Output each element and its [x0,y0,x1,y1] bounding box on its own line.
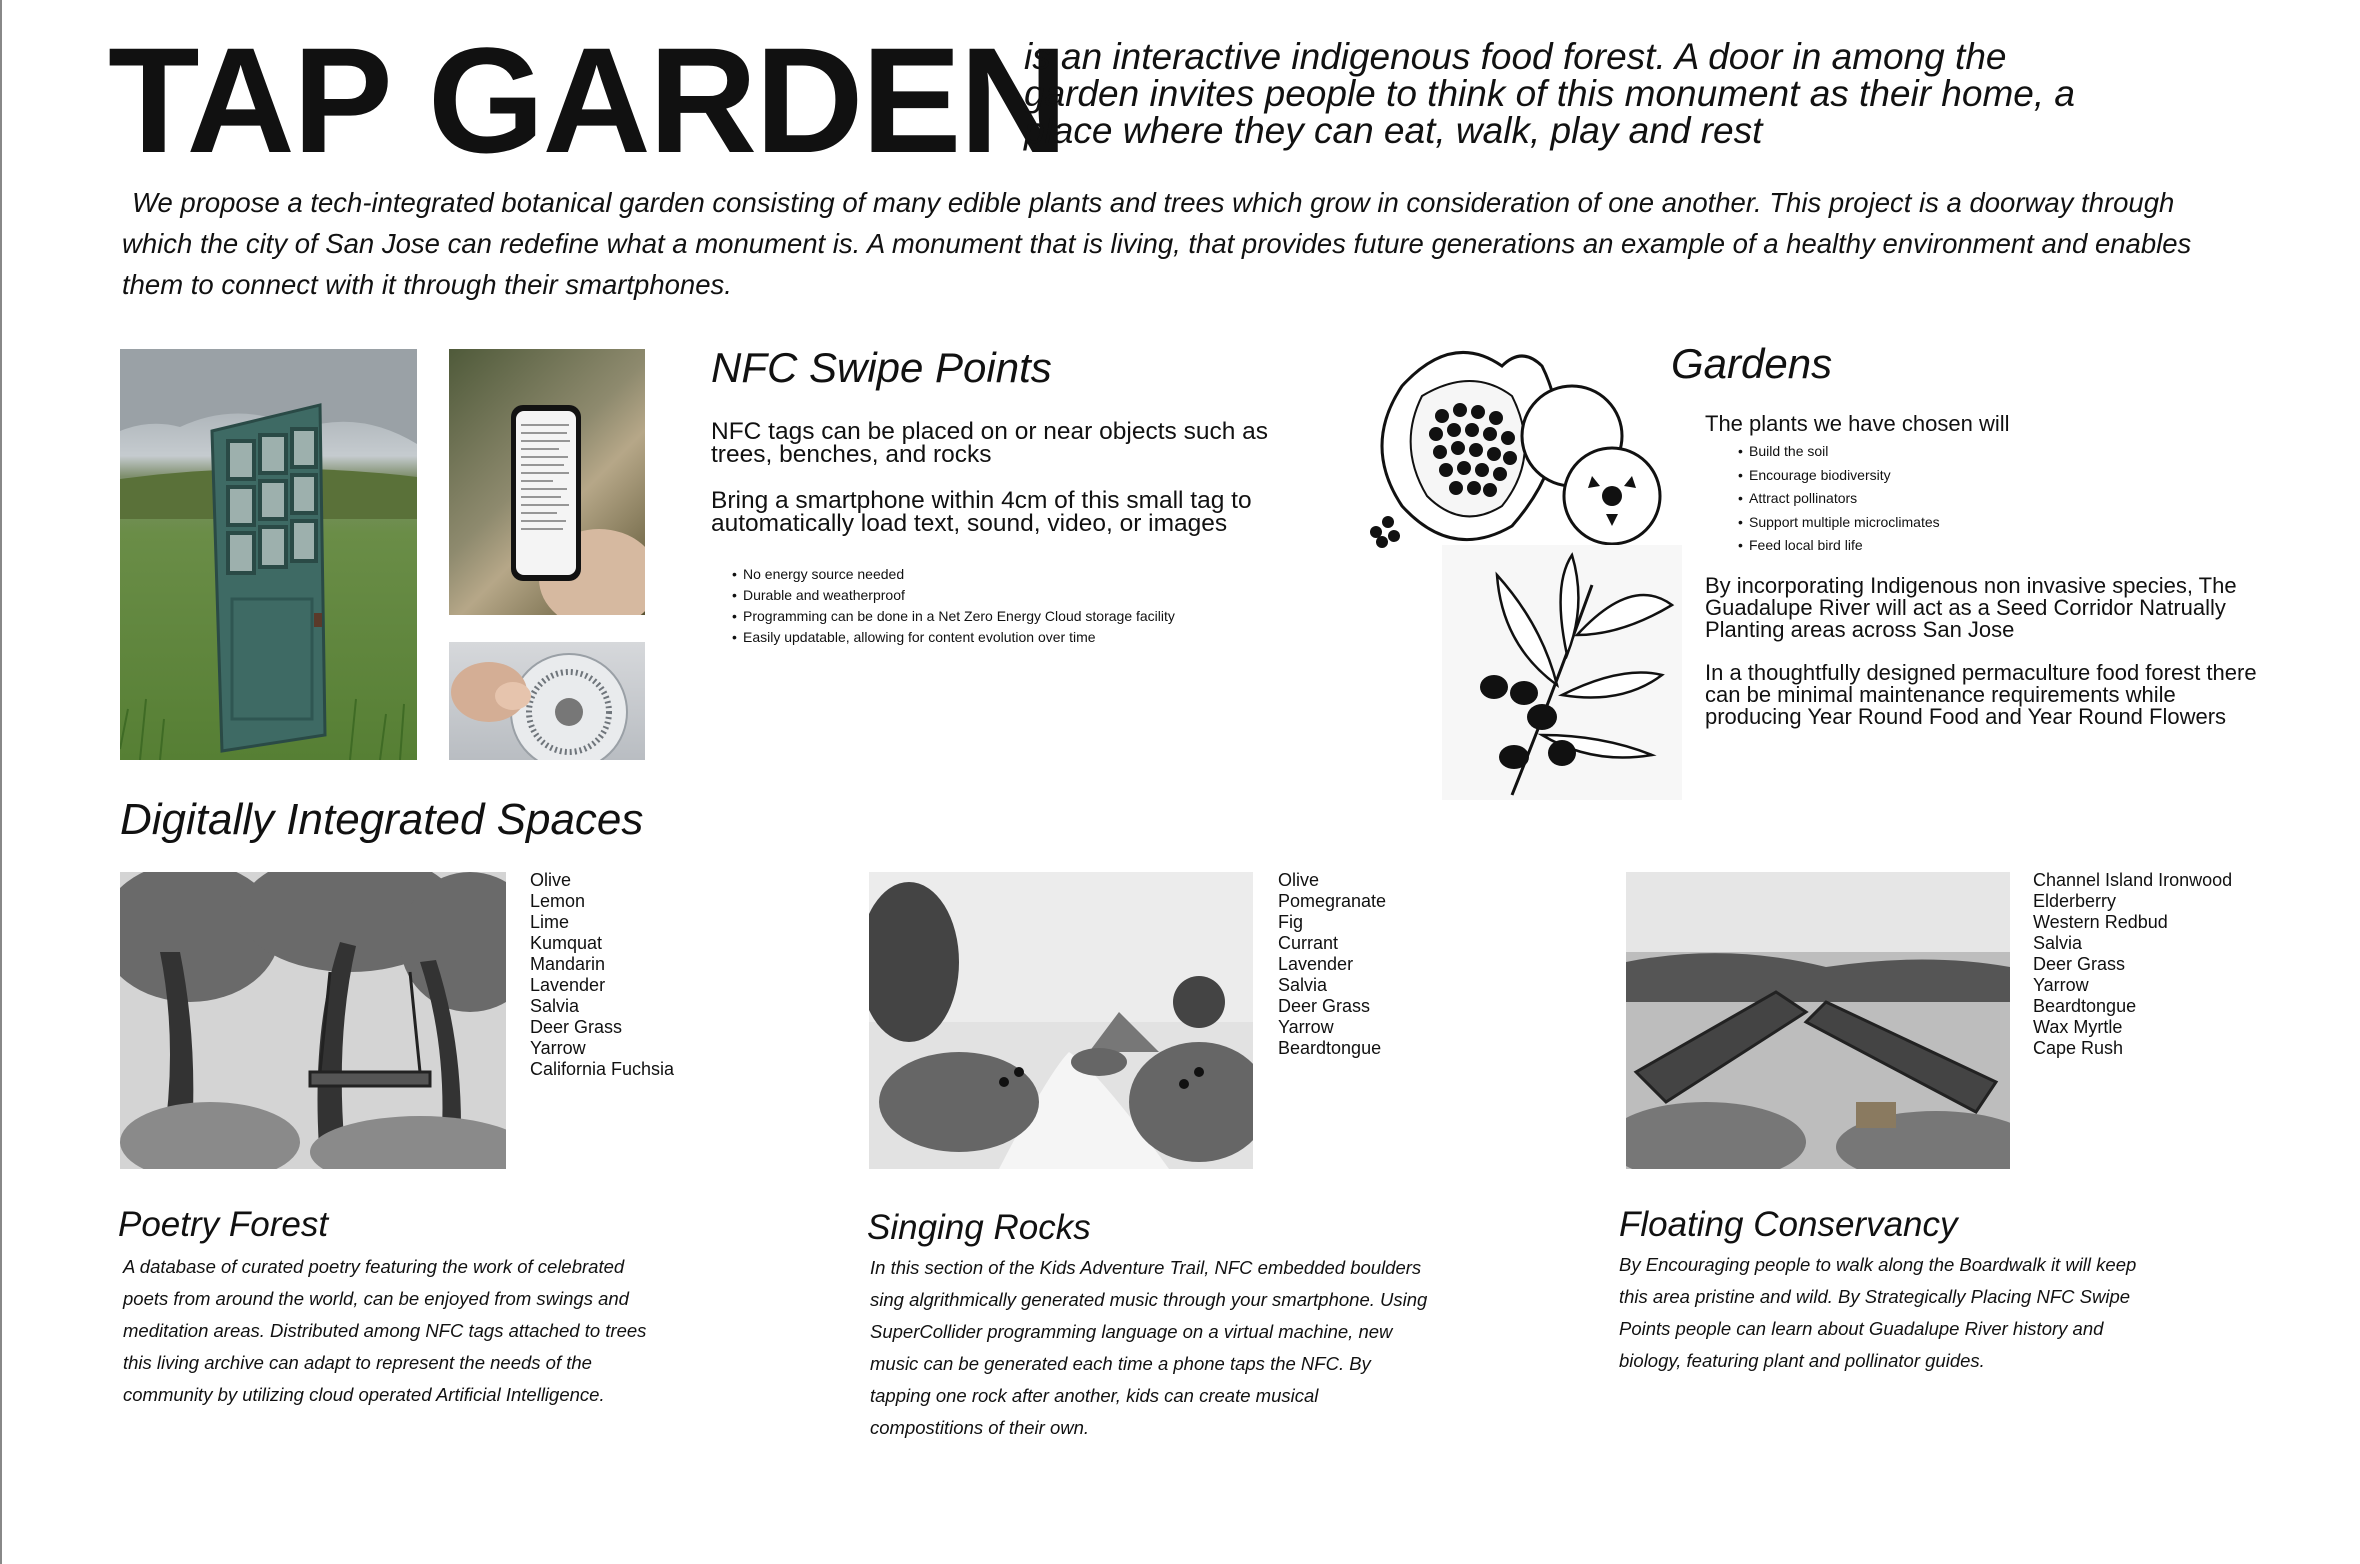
list-item: Beardtongue [2033,996,2137,1016]
singing-rocks-title: Singing Rocks [867,1208,1091,1247]
gardens-paragraph-permaculture: In a thoughtfully designed permaculture food forest there can be minimal maintenance requirements while producing Year Round Food and Year Round Flowers [1705,660,2257,729]
pomegranate-illustration [1362,326,1662,566]
list-item: Lavender [530,975,606,995]
list-item: • Build the soil [1738,440,1940,464]
list-item: • Attract pollinators [1738,487,1940,511]
conservancy-plant-list [2033,870,2232,1059]
list-item: Cape Rush [2033,1038,2124,1058]
list-item: Yarrow [1278,1017,1334,1037]
list-item: Deer Grass [2033,954,2126,974]
list-item: Elderberry [2033,891,2117,911]
list-item: Western Redbud [2033,912,2168,932]
floating-conservancy-sketch [1626,872,2010,1169]
list-item: Yarrow [530,1038,586,1058]
list-item: Kumquat [530,933,603,953]
list-item: • No energy source needed [732,564,1175,585]
rocks-plant-list [1278,870,1386,1059]
list-item: Mandarin [530,954,606,974]
list-item: Yarrow [2033,975,2089,995]
singing-rocks-description: In this section of the Kids Adventure Trail, NFC embedded boulders sing algrithmically generated music through your smartphone. Using SuperCollider programming language on a virtual machine, new music can be generated each time a phone taps the NFC. By tapping one rock after another, kids can create musical compostitions of their own. [870,1257,1428,1438]
list-item: Wax Myrtle [2033,1017,2123,1037]
poetry-plant-list [530,870,674,1080]
floating-conservancy-title: Floating Conservancy [1619,1205,1958,1244]
list-item: Salvia [2033,933,2083,953]
list-item: • Programming can be done in a Net Zero Energy Cloud storage facility [732,606,1175,627]
poetry-forest-sketch [120,872,506,1169]
list-item: Lavender [1278,954,1354,974]
list-item: • Feed local bird life [1738,534,1940,558]
list-item: California Fuchsia [530,1059,675,1079]
poster-title: TAP GARDEN [108,16,1066,184]
intro-paragraph: We propose a tech-integrated botanical garden consisting of many edible plants and trees which grow in consideration of one another. This project is a doorway through which the city of San Jose can redefine what a monument is. A monument that is living, that provides future generations an example of a healthy environment and enables them to connect with it through their smartphones. [122,187,2192,300]
door-shape [212,405,325,751]
gardens-section-title: Gardens [1671,340,1833,387]
list-item: • Easily updatable, allowing for content evolution over time [732,627,1175,648]
list-item: • Durable and weatherproof [732,585,1175,606]
list-item: Channel Island Ironwood [2033,870,2233,890]
door-in-field-photo [120,349,417,760]
poetry-forest-description: A database of curated poetry featuring the work of celebrated poets from around the world, can be enjoyed from swings and meditation areas. Distributed among NFC tags attached to trees this living archive can adapt to represent the needs of the community by utilizing cloud operated Artificial Intelligence. [123,1256,647,1405]
spaces-section-title: Digitally Integrated Spaces [120,795,644,844]
floating-conservancy-description: By Encouraging people to walk along the Boardwalk it will keep this area pristine and wild. By Strategically Placing NFC Swipe Points people can learn about Guadalupe River history and biology, featuring plant and pollinator guides. [1619,1254,2137,1371]
nfc-paragraph-usage: Bring a smartphone within 4cm of this small tag to automatically load text, sound, video, or images [711,487,1252,537]
poetry-forest-title: Poetry Forest [118,1205,329,1244]
list-item: Salvia [530,996,580,1016]
list-item: Lime [530,912,570,932]
nfc-tag-photo [449,642,645,760]
list-item: Deer Grass [530,1017,623,1037]
list-item: Lemon [530,891,586,911]
nfc-paragraph-placement: NFC tags can be placed on or near objects such as trees, benches, and rocks [711,418,1269,468]
list-item: Fig [1278,912,1304,932]
list-item: Pomegranate [1278,891,1387,911]
list-item: Olive [1278,870,1320,890]
poster-tagline: is an interactive indigenous food forest. A door in among the garden invites people to think of this monument as their home, a place where they can eat, walk, play and rest [1024,36,2075,151]
nfc-section-title: NFC Swipe Points [711,344,1052,391]
olive-branch-illustration [1442,545,1682,800]
nfc-benefits-list [732,564,1175,648]
gardens-benefits-list [1738,440,1940,558]
list-item: Olive [530,870,572,890]
list-item: • Encourage biodiversity [1738,464,1940,488]
gardens-paragraph-species: By incorporating Indigenous non invasive species, The Guadalupe River will act as a Seed Corridor Natrually Planting areas across San Jose [1705,573,2237,642]
list-item: Salvia [1278,975,1328,995]
list-item: • Support multiple microclimates [1738,511,1940,535]
list-item: Deer Grass [1278,996,1371,1016]
phone-scanning-photo [449,349,645,615]
singing-rocks-sketch [869,872,1253,1169]
gardens-intro-text: The plants we have chosen will [1705,411,2010,436]
list-item: Beardtongue [1278,1038,1382,1058]
list-item: Currant [1278,933,1339,953]
